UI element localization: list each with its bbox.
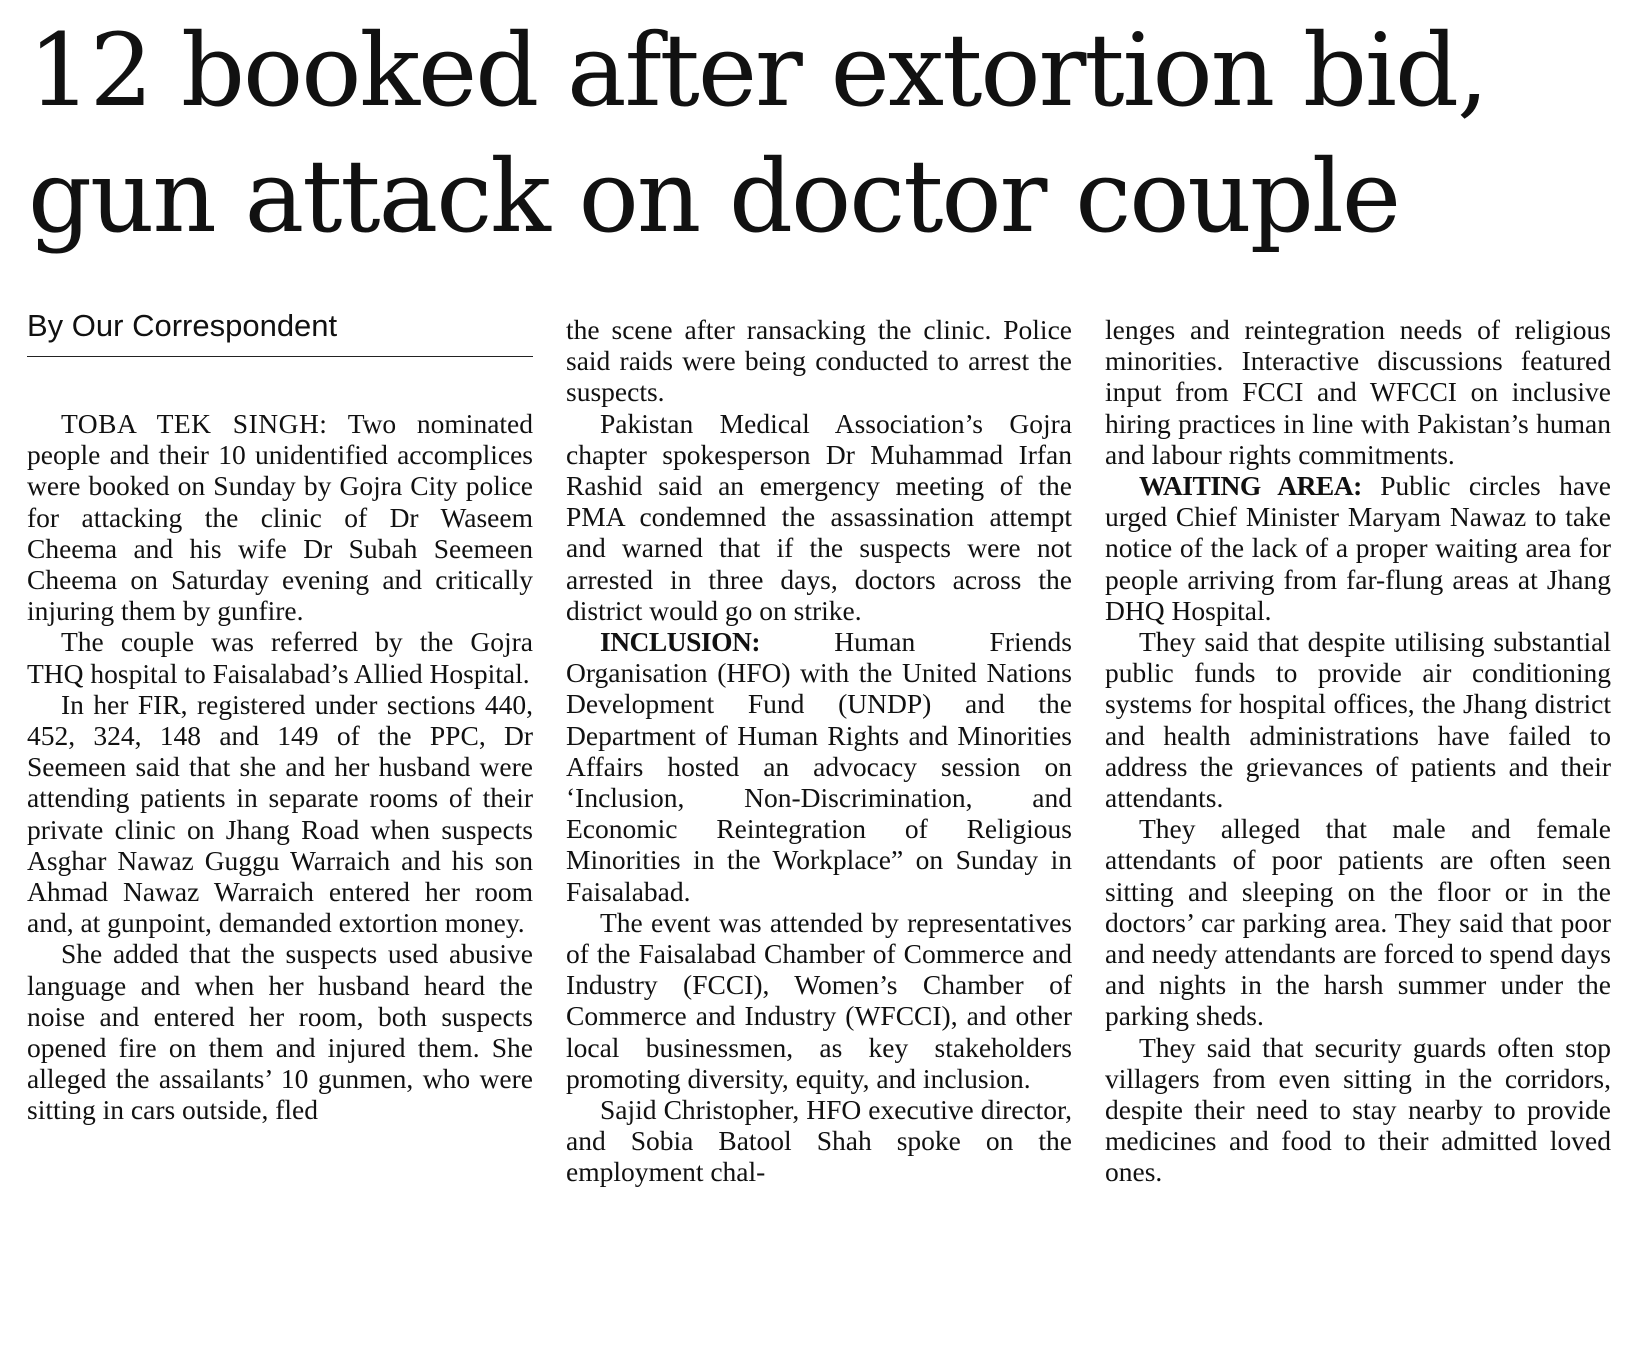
- article-column-2: [566, 314, 1072, 1188]
- headline: [28, 8, 1608, 260]
- paragraph: The event was attended by representatives of the Faisalabad Chamber of Commerce and Industry (FCCI), Women’s Chamber of Commerce and Industry (WFCCI), and other local businessmen, as key stakeholders promoting diversity, equity, and inclusion.: [566, 906, 1072, 1094]
- article-column-3: [1105, 314, 1611, 1188]
- paragraph: They alleged that male and female attendants of poor patients are often seen sitting and sleeping on the floor or in the doctors’ car parking area. They said that poor and needy attendants are forced to spend days and nights in the harsh summer under the parking sheds.: [1105, 813, 1611, 1032]
- paragraph: They said that security guards often stop villagers from even sitting in the corridors, despite their need to stay nearby to provide medicines and food to their admitted loved ones.: [1105, 1031, 1611, 1188]
- paragraph: Sajid Christopher, HFO executive director, and Sobia Batool Shah spoke on the employment chal-: [566, 1094, 1072, 1188]
- article-column-1: [27, 408, 533, 1126]
- paragraph: [1105, 470, 1611, 626]
- paragraph-text: Two nominated people and their 10 unidentified accomplices were booked on Sunday by Gojra City police for attacking the clinic of Dr Waseem Cheema and his wife Dr Subah Seemeen Cheema on Saturday evening and critically injuring them by gunfire.: [27, 408, 533, 627]
- headline-line-1: 12 booked after extortion bid,: [28, 12, 1487, 129]
- paragraph-text: Public circles have urged Chief Minister Maryam Nawaz to take notice of the lack of a proper waiting area for people arriving from far-flung areas at Jhang DHQ Hospital.: [1105, 470, 1612, 626]
- subhead-inclusion: INCLUSION:: [600, 626, 761, 658]
- dateline: TOBA TEK SINGH:: [61, 408, 328, 439]
- subhead-waiting-area: WAITING AREA:: [1139, 470, 1362, 502]
- paragraph: They said that despite utilising substantial public funds to provide air conditioning systems for hospital offices, the Jhang district and health administrations have failed to address the grievances of patients and their attendants.: [1105, 626, 1611, 814]
- headline-line-2: gun attack on doctor couple: [28, 138, 1399, 255]
- paragraph: the scene after ransacking the clinic. Police said raids were being conducted to arrest the suspects.: [566, 314, 1072, 408]
- paragraph: In her FIR, registered under sections 440, 452, 324, 148 and 149 of the PPC, Dr Seemeen said that she and her husband were attending patients in separate rooms of their private clinic on Jhang Road when suspects Asghar Nawaz Guggu Warraich and his son Ahmad Nawaz Warraich entered her room and, at gunpoint, demanded extortion money.: [27, 688, 533, 939]
- paragraph: Pakistan Medical Association’s Gojra chapter spokesperson Dr Muhammad Irfan Rashid said an emergency meeting of the PMA condemned the assassination attempt and warned that if the suspects were not arrested in three days, doctors across the district would go on strike.: [566, 407, 1072, 626]
- paragraph-text: Human Friends Organisation (HFO) with the United Nations Development Fund (UNDP) and the Department of Human Rights and Minorities Affairs hosted an advocacy session on ‘Inclusion, Non-Discrimination, and Economic Reintegration of Religious Minorities in the Workplace” on Sunday in Faisalabad.: [566, 626, 1072, 907]
- paragraph: She added that the suspects used abusive language and when her husband heard the noise and entered her room, both suspects opened fire on them and injured them. She alleged the assailants’ 10 gunmen, who were sitting in cars outside, fled: [27, 938, 533, 1126]
- paragraph: lenges and reintegration needs of religious minorities. Interactive discussions featured input from FCCI and WFCCI on inclusive hiring practices in line with Pakistan’s human and labour rights commitments.: [1105, 314, 1611, 470]
- paragraph: [566, 626, 1072, 907]
- byline: By Our Correspondent: [27, 306, 533, 357]
- paragraph: [27, 408, 533, 626]
- paragraph: The couple was referred by the Gojra THQ hospital to Faisalabad’s Allied Hospital.: [27, 626, 533, 689]
